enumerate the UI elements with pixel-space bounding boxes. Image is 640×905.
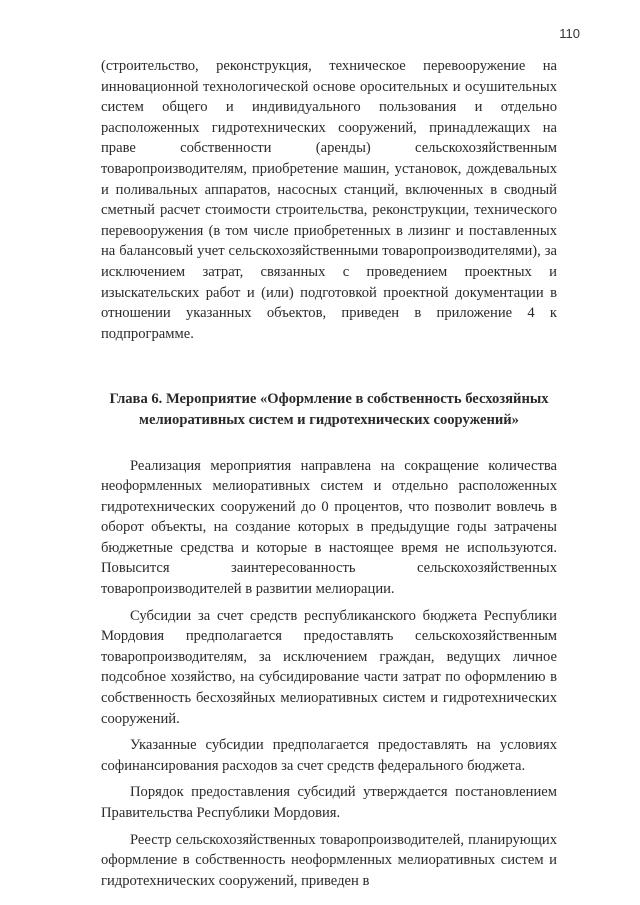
paragraph-procedure: Порядок предоставления субсидий утверждается постановлением Правительства Республики Мордовия. (101, 784, 557, 821)
intro-paragraph: (строительство, реконструкция, техническое перевооружение на инновационной технологической основе оросительных и осушительных систем общего и индивидуального пользования и отдельно расположенных гидротехнических сооружений, принадлежащих на праве собственности (аренды) сельскохозяйственным товаропроизводителям, приобретение машин, установок, дождевальных и поливальных аппаратов, насосных станций, включенных в сводный сметный расчет стоимости строительства, реконструкции, технического перевооружения (в том числе приобретенных в лизинг и поставленных на балансовый учет сельскохозяйственными товаропроизводителями), за исключением затрат, связанных с проведением проектных и изыскательских работ и (или) подготовкой проектной документации в отношении указанных объектов, приведен в приложение 4 к подпрограмме. (101, 58, 557, 342)
page-number: 110 (559, 26, 580, 41)
chapter-heading: Глава 6. Мероприятие «Оформление в собственность бесхозяйных мелиоративных систем и гидротехнических сооружений» (109, 391, 549, 428)
paragraph-implementation: Реализация мероприятия направлена на сокращение количества неоформленных мелиоративных систем и отдельно расположенных гидротехнических сооружений до 0 процентов, что позволит вовлечь в оборот объекты, на создание которых в предыдущие годы затрачены бюджетные средства и которые в настоящее время не используются. Повысится заинтересованность сельскохозяйственных товаропроизводителей в развитии мелиорации. (101, 457, 557, 598)
paragraph-subsidies: Субсидии за счет средств республиканского бюджета Республики Мордовия предполагается предоставлять сельскохозяйственным товаропроизводителям, за исключением граждан, ведущих личное подсобное хозяйство, на субсидирование части затрат по оформлению в собственность бесхозяйных мелиоративных систем и гидротехнических сооружений. (101, 607, 557, 727)
paragraph-registry: Реестр сельскохозяйственных товаропроизводителей, планирующих оформление в собственность неоформленных мелиоративных систем и гидротехнических сооружений, приведен в (101, 831, 557, 889)
paragraph-cofinancing: Указанные субсидии предполагается предоставлять на условиях софинансирования расходов за счет средств федерального бюджета. (101, 737, 557, 774)
document-body (101, 56, 557, 891)
